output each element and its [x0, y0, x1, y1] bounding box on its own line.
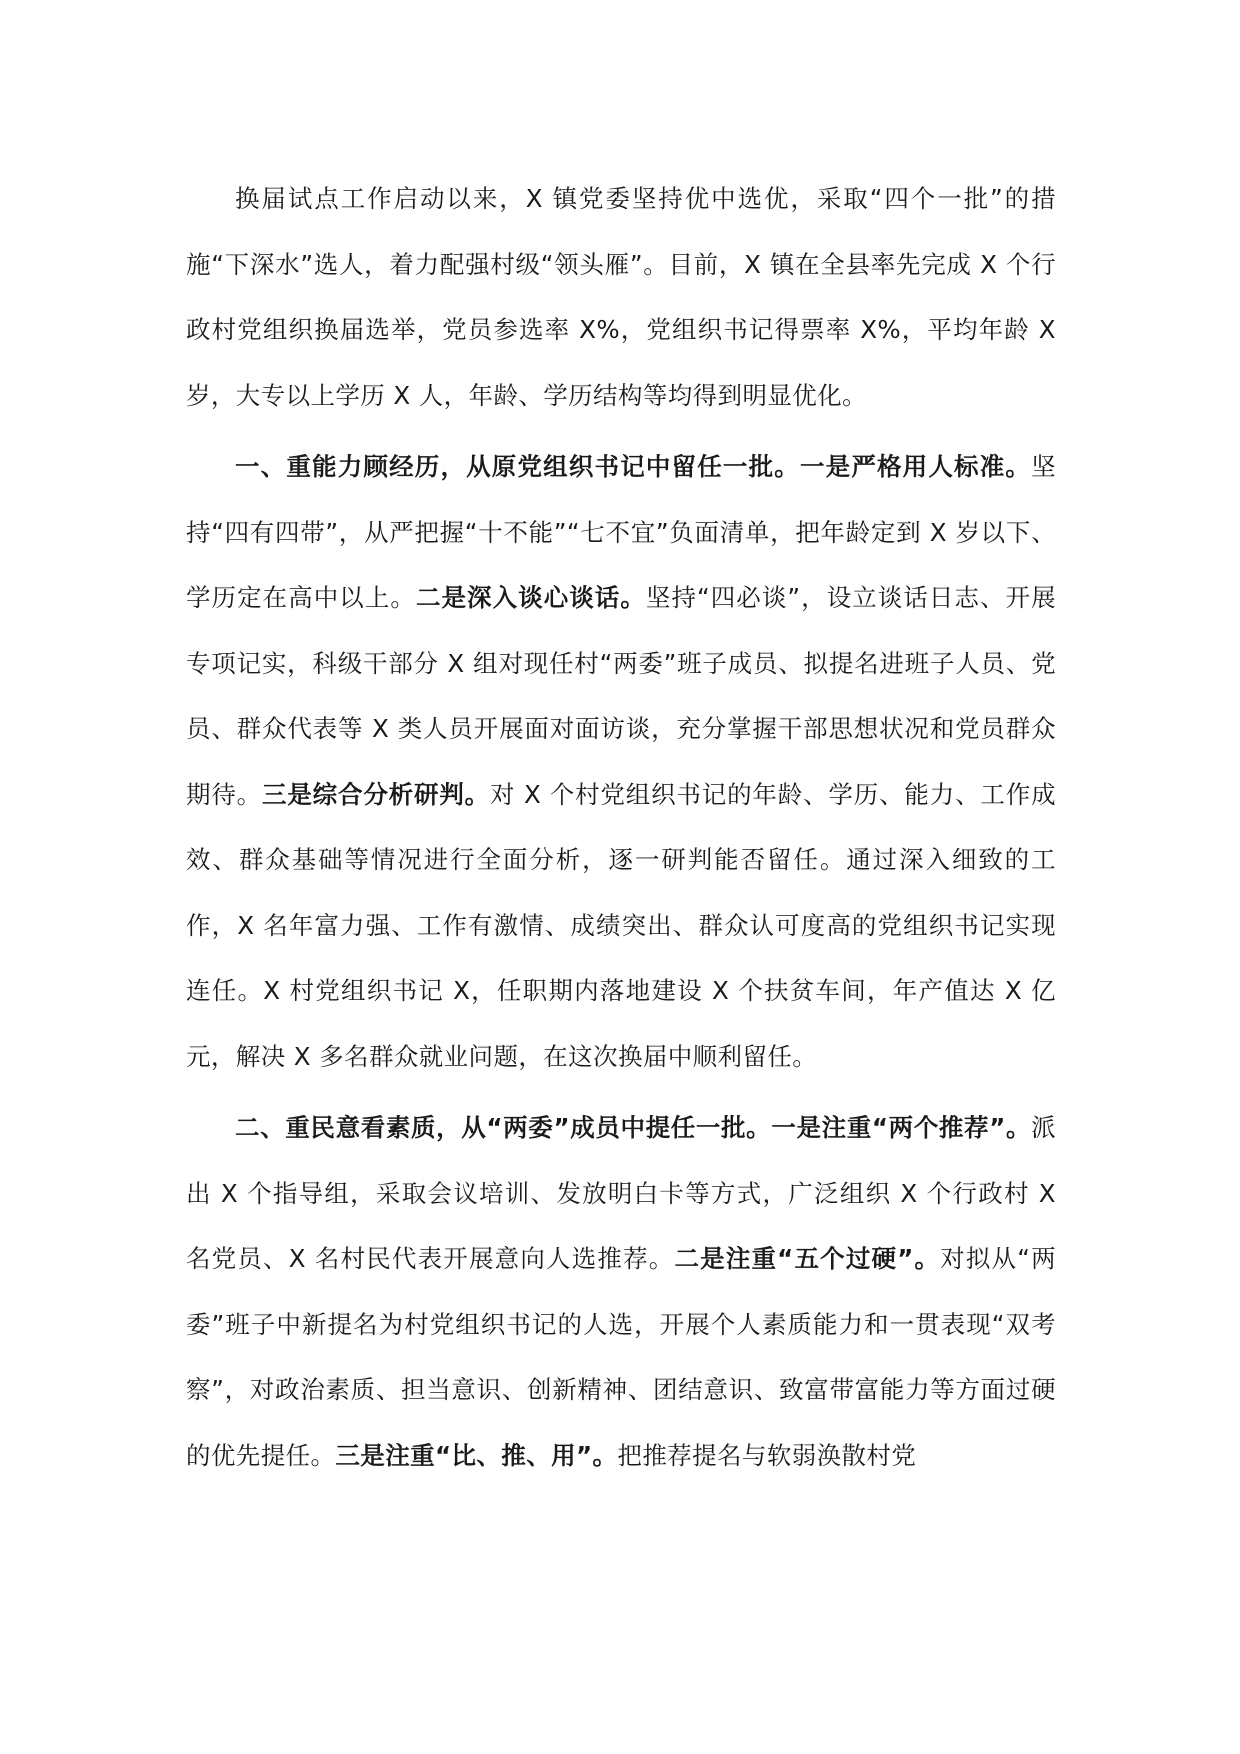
subheading: 三是注重“比、推、用”。	[335, 1440, 618, 1470]
paragraph-text: 对 X 个村党组织书记的年龄、学历、能力、工作成效、群众基础等情况进行全面分析，逐一研判能否留任。通过深入细致的工作，X 名年富力强、工作有激情、成绩突出、群众认可度高的党组织书记实现连任。X 村党组织书记 X，任职期内落地建设 X 个扶贫车间，年产值达 X 亿元，解决 X 多名群众就业问题，在这次换届中顺利留任。	[186, 779, 1056, 1071]
paragraph-intro	[186, 166, 1056, 428]
section-heading: 二、重民意看素质，从“两委”成员中提任一批。一是注重“两个推荐”。	[235, 1113, 1032, 1142]
paragraph-section-two	[186, 1095, 1056, 1488]
paragraph-text: 换届试点工作启动以来，X 镇党委坚持优中选优，采取“四个一批”的措施“下深水”选人，着力配强村级“领头雁”。目前，X 镇在全县率先完成 X 个行政村党组织换届选举，党员参选率 X%，党组织书记得票率 X%，平均年龄 X 岁，大专以上学历 X 人，年龄、学历结构等均得到明显优化。	[186, 184, 1056, 410]
section-heading: 一、重能力顾经历，从原党组织书记中留任一批。一是严格用人标准。	[235, 452, 1032, 481]
paragraph-text: 把推荐提名与软弱涣散村党	[617, 1440, 917, 1470]
paragraph-text: 坚持“四必谈”，设立谈话日志、开展专项记实，科级干部分 X 组对现任村“两委”班子成员、拟提名进班子人员、党员、群众代表等 X 类人员开展面对面访谈，充分掌握干部思想状况和党员群众期待。	[186, 583, 1056, 809]
document-body	[186, 166, 1056, 1488]
paragraph-text: 对拟从“两委”班子中新提名为村党组织书记的人选，开展个人素质能力和一贯表现“双考察”，对政治素质、担当意识、创新精神、团结意识、致富带富能力等方面过硬的优先提任。	[186, 1244, 1056, 1470]
paragraph-text: 坚持“四有四带”，从严把握“十不能”“七不宜”负面清单，把年龄定到 X 岁以下、学历定在高中以上。	[186, 452, 1056, 612]
subheading: 三是综合分析研判。	[262, 779, 490, 809]
subheading: 二是注重“五个过硬”。	[674, 1244, 941, 1273]
paragraph-section-one	[186, 434, 1056, 1089]
paragraph-text: 派出 X 个指导组，采取会议培训、发放明白卡等方式，广泛组织 X 个行政村 X 名党员、X 名村民代表开展意向人选推荐。	[186, 1113, 1056, 1273]
subheading: 二是深入谈心谈话。	[415, 583, 646, 612]
